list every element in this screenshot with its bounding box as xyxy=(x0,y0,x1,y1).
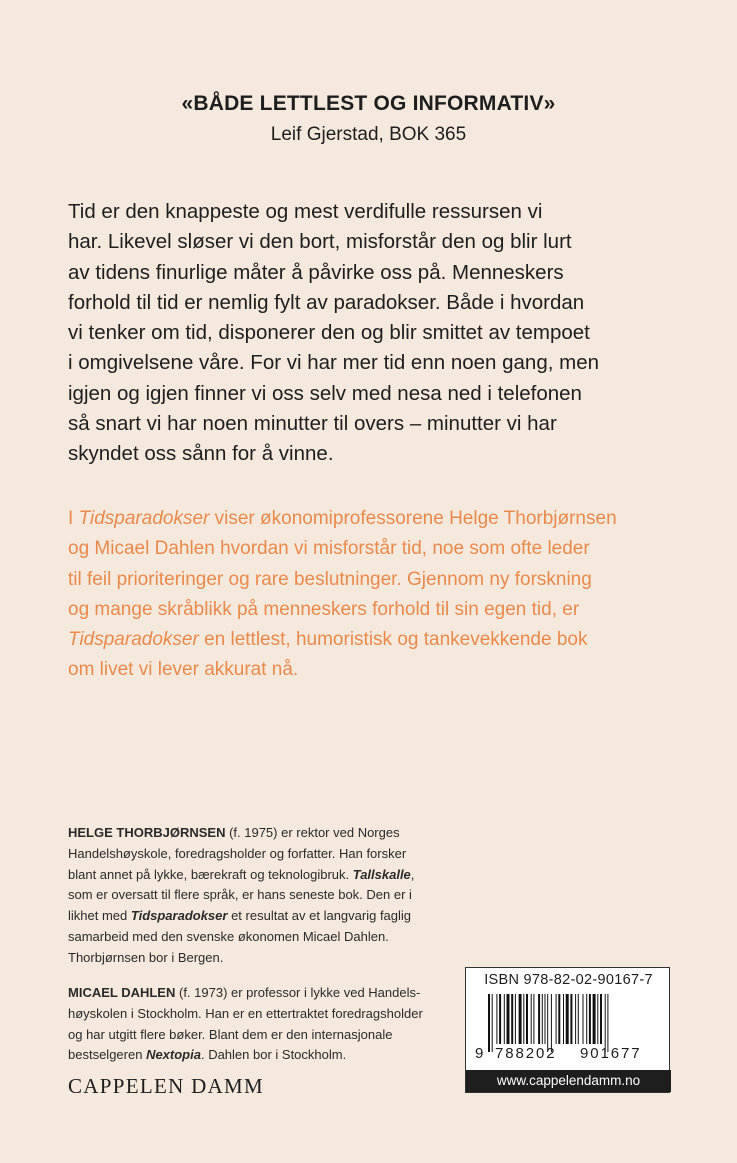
isbn-barcode xyxy=(465,967,670,1093)
bio-text: . Dahlen bor i Stockholm. xyxy=(200,1047,347,1063)
barcode-bar xyxy=(563,994,564,1044)
bio-line xyxy=(68,906,448,927)
barcode-bar xyxy=(515,994,516,1044)
bio-line: Thorbjørnsen bor i Bergen. xyxy=(68,949,224,965)
barcode-bar xyxy=(547,994,548,1052)
bio-line: samarbeid med den svenske økonomen Micael Dahlen. xyxy=(68,928,389,944)
barcode-bar xyxy=(538,994,540,1044)
blurb-line: har. Likevel sløser vi den bort, misforstår den og blir lurt xyxy=(68,230,572,254)
blurb-line: så snart vi har noen minutter til overs – minutter vi har xyxy=(68,412,557,436)
bio-line xyxy=(68,1045,448,1066)
blurb-main xyxy=(68,197,688,470)
barcode-bar xyxy=(607,994,608,1052)
book-title: Tidsparadokser xyxy=(130,908,228,924)
publisher-logo: CAPPELEN DAMM xyxy=(68,1074,265,1098)
barcode-first-digit: 9 xyxy=(475,1045,484,1062)
promo-line: og mange skråblikk på menneskers forhold til sin egen tid, er xyxy=(68,598,580,620)
review-quote: «BÅDE LETTLEST OG INFORMATIV» xyxy=(181,92,556,115)
barcode-bar xyxy=(523,994,524,1044)
barcode-bar xyxy=(566,994,569,1044)
promo-line xyxy=(68,504,688,534)
promo-line: om livet vi lever akkurat nå. xyxy=(68,659,299,681)
barcode-bar xyxy=(578,994,579,1044)
bio-text: likhet med xyxy=(68,908,131,924)
bio-line: som er oversatt til flere språk, er hans seneste bok. Den er i xyxy=(68,887,412,903)
book-title: Tidsparadokser xyxy=(68,629,199,651)
barcode-bar xyxy=(499,994,501,1044)
blurb-line: vi tenker om tid, disponerer den og blir smittet av tempoet xyxy=(68,321,590,345)
barcode-bar xyxy=(575,994,576,1044)
blurb-line: skyndet oss sånn for å vinne. xyxy=(68,442,334,466)
barcode-bar xyxy=(526,994,528,1044)
barcode-left-digits: 788202 xyxy=(495,1045,557,1062)
barcode-bar xyxy=(492,994,493,1052)
barcode-bar xyxy=(570,994,572,1044)
promo-text: viser økonomiprofessorene Helge Thorbjørnsen xyxy=(209,508,617,529)
barcode-bar xyxy=(551,994,552,1052)
barcode-bar xyxy=(558,994,560,1044)
barcode-bar xyxy=(545,994,546,1044)
blurb-line: forhold til tid er nemlig fylt av paradokser. Både i hvordan xyxy=(68,290,585,314)
author-bio-dahlen xyxy=(68,983,448,1066)
barcode-bar xyxy=(583,994,584,1044)
promo-line: til feil prioriteringer og rare beslutninger. Gjennom ny forskning xyxy=(68,568,592,590)
barcode-bar xyxy=(507,994,510,1044)
barcode-bar xyxy=(605,994,606,1052)
barcode-bar xyxy=(542,994,543,1044)
barcode-bar xyxy=(556,994,557,1044)
author-name: HELGE THORBJØRNSEN xyxy=(68,825,226,840)
barcode-right-digits: 901677 xyxy=(580,1045,642,1062)
barcode-bar xyxy=(586,994,587,1044)
bio-line xyxy=(68,983,448,1004)
promo-line: og Micael Dahlen hvordan vi misforstår tid, noe som ofte leder xyxy=(68,538,590,560)
barcode-bar xyxy=(593,994,596,1044)
promo-text: I xyxy=(68,508,79,529)
bio-text: , xyxy=(410,866,415,882)
book-title: Nextopia xyxy=(146,1047,201,1063)
bio-line: høyskolen i Stockholm. Han er en ettertraktet foredragsholder xyxy=(68,1005,423,1021)
barcode-bar xyxy=(531,994,532,1044)
barcode-bar xyxy=(589,994,591,1044)
barcode-bar xyxy=(600,994,602,1044)
barcode-bar xyxy=(496,994,497,1044)
bio-text: bestselgeren xyxy=(68,1047,147,1063)
review-source: Leif Gjerstad, BOK 365 xyxy=(270,124,467,145)
barcode-bar xyxy=(533,994,534,1044)
blurb-line: i omgivelsene våre. For vi har mer tid enn noen gang, men xyxy=(68,351,599,375)
blurb-line: igjen og igjen finner vi oss selv med nesa ned i telefonen xyxy=(68,381,582,405)
bio-text: (f. 1975) er rektor ved Norges xyxy=(225,825,400,840)
barcode-bar xyxy=(511,994,513,1044)
blurb-line: Tid er den knappeste og mest verdifulle ressursen vi xyxy=(68,200,543,223)
bio-line: og har utgitt flere bøker. Blant dem er den internasjonale xyxy=(68,1026,393,1042)
promo-line xyxy=(68,625,688,655)
promo-text: en lettlest, humoristisk og tankevekkende bok xyxy=(198,629,588,651)
barcode-bar xyxy=(504,994,505,1044)
barcode-bars-icon xyxy=(488,994,650,1052)
barcode-bar xyxy=(597,994,598,1044)
bio-line: Handelshøyskole, foredragsholder og forfatter. Han forsker xyxy=(68,845,407,861)
isbn-label: ISBN 978-82-02-90167-7 xyxy=(484,972,653,988)
blurb-line: av tidens finurlige måter å påvirke oss på. Menneskers xyxy=(68,260,564,284)
barcode-bar xyxy=(488,994,490,1052)
barcode-bar xyxy=(519,994,522,1044)
bio-text: (f. 1973) er professor i lykke ved Handels- xyxy=(175,985,421,1000)
bio-text: blant annet på lykke, bærekraft og teknologibruk. xyxy=(68,866,353,882)
blurb-promo xyxy=(68,504,688,686)
bio-text: et resultat av et langvarig faglig xyxy=(227,908,412,924)
book-title: Tidsparadokser xyxy=(78,508,210,529)
author-name: MICAEL DAHLEN xyxy=(68,985,176,1000)
bio-line xyxy=(68,823,448,844)
bio-line xyxy=(68,865,448,886)
publisher-url: www.cappelendamm.no xyxy=(466,1070,671,1092)
author-bio-thorbjornsen xyxy=(68,823,448,969)
book-title: Tallskalle xyxy=(352,866,411,882)
